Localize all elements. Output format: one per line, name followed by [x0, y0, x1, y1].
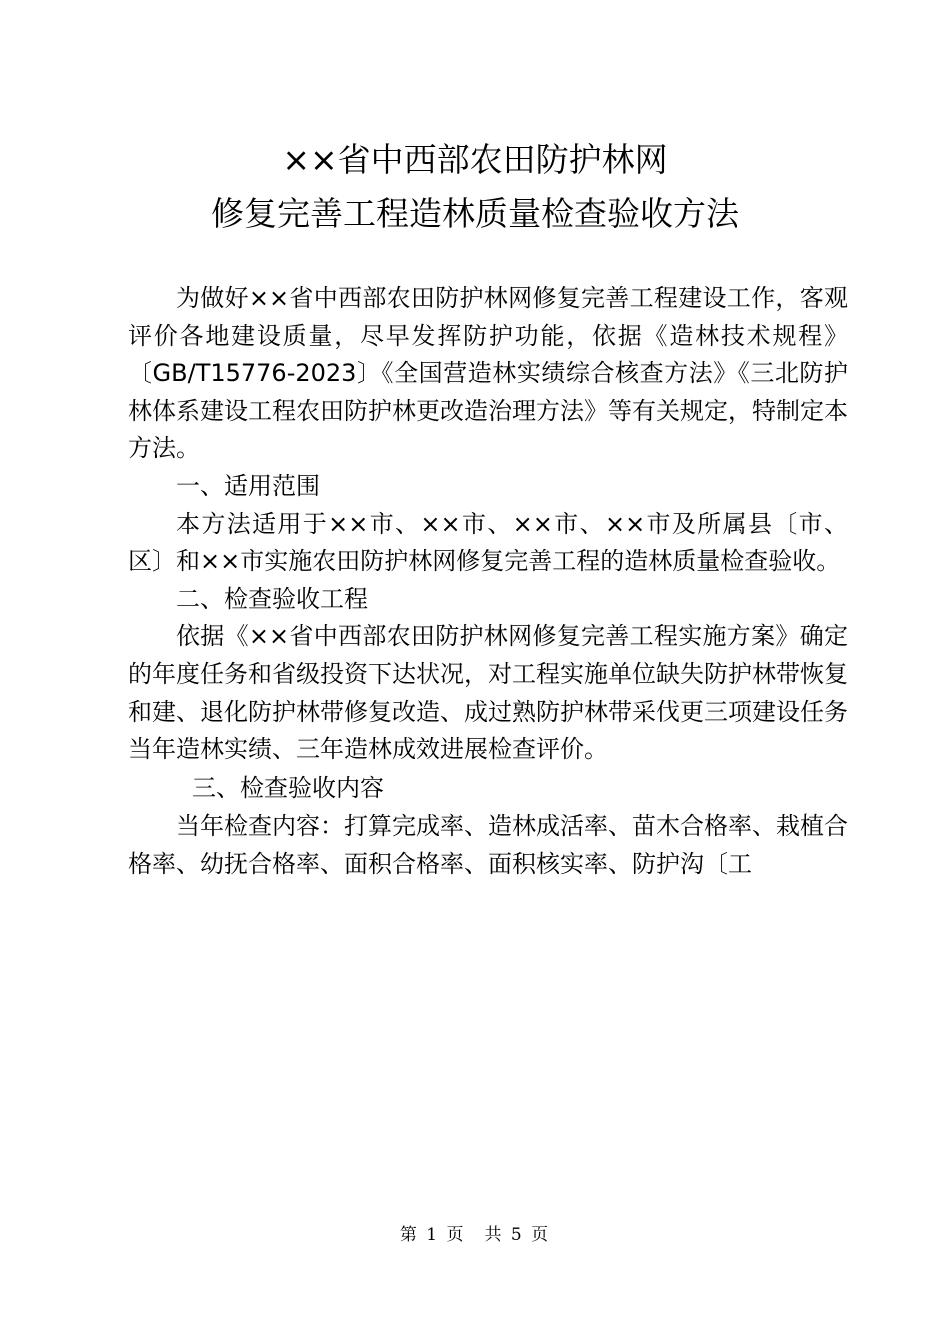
- section-heading: 三、检查验收内容: [192, 773, 384, 802]
- section-paragraph: 依据《××省中西部农田防护林网修复完善工程实施方案》确定的年度任务和省级投资下达状况，对工程实施单位缺失防护林带恢复和建、退化防护林带修复改造、成过熟防护林带采伐更三项建设任务当年造林实绩、三年造林成效进展检查评价。: [128, 622, 848, 764]
- section-heading: 一、适用范围: [176, 471, 320, 500]
- intro-paragraph: 为做好××省中西部农田防护林网修复完善工程建设工作，客观评价各地建设质量，尽早发挥防护功能，依据《造林技术规程》〔GB/T15776-2023〕《全国营造林实绩综合核查方法》《三北防护林体系建设工程农田防护林更改造治理方法》等有关规定，特制定本方法。: [128, 284, 848, 463]
- section-paragraph: 当年检查内容：打算完成率、造林成活率、苗木合格率、栽植合格率、幼抚合格率、面积合格率、面积核实率、防护沟〔工: [128, 812, 848, 878]
- document-title-line-1: ××省中西部农田防护林网: [282, 140, 668, 179]
- document-body: [128, 280, 848, 884]
- page-number-footer: 第 1 页 共 5 页: [399, 1225, 551, 1245]
- section-paragraph: 本方法适用于××市、××市、××市、××市及所属县〔市、区〕和××市实施农田防护林网修复完善工程的造林质量检查验收。: [128, 509, 848, 576]
- document-title-line-2: 修复完善工程造林质量检查验收方法: [211, 194, 739, 233]
- section-heading: 二、检查验收工程: [176, 584, 368, 613]
